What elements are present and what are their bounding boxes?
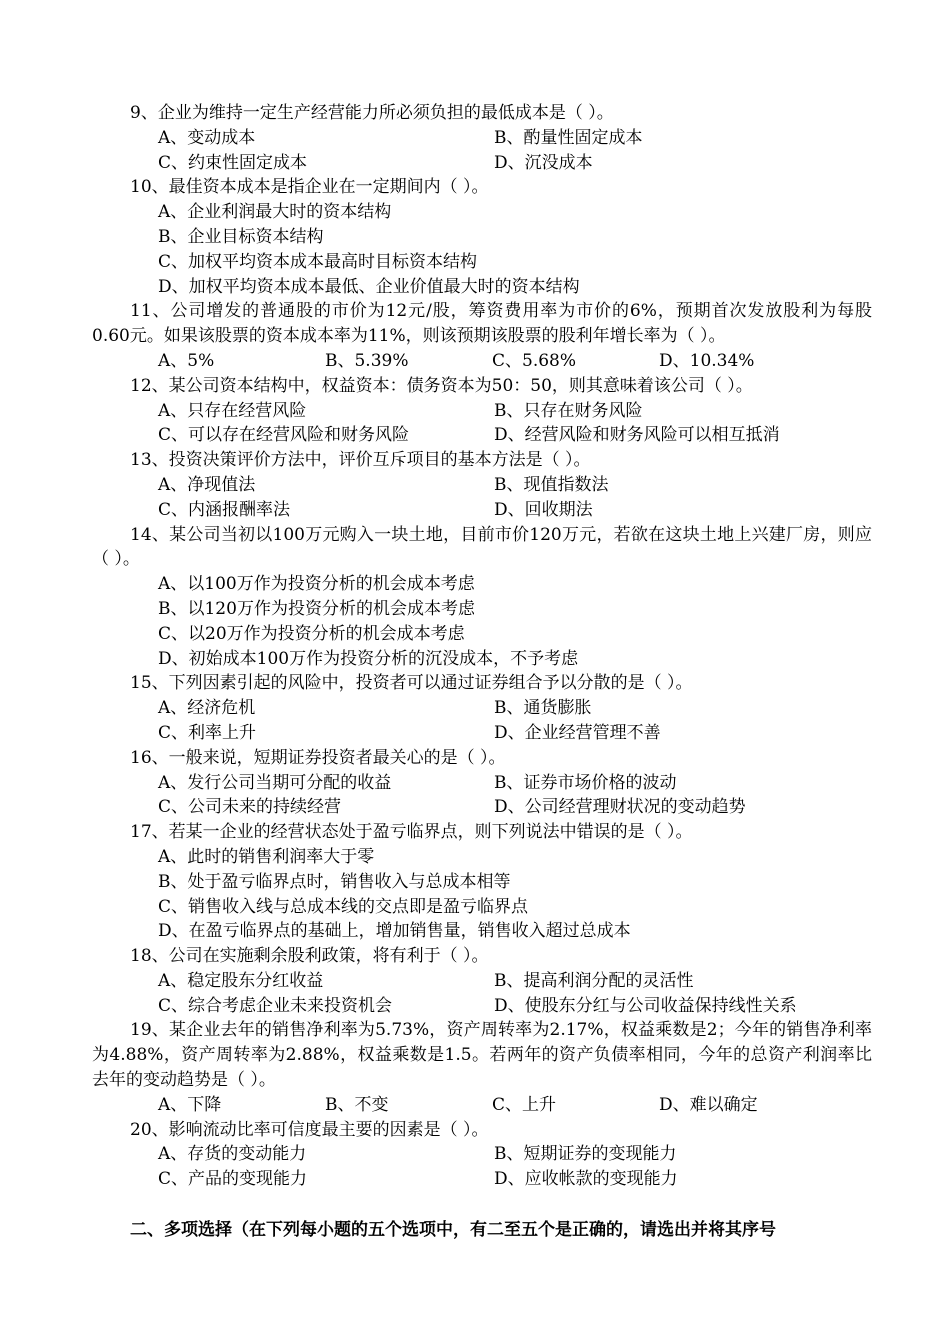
option: C、以20万作为投资分析的机会成本考虑 xyxy=(158,623,465,644)
option: D、10.34% xyxy=(659,350,755,371)
option: A、5% xyxy=(158,350,215,371)
question-block xyxy=(92,746,872,820)
option: C、公司未来的持续经营 xyxy=(158,797,342,818)
option: A、变动成本 xyxy=(158,127,256,148)
question-block xyxy=(92,299,872,373)
option: A、企业利润最大时的资本结构 xyxy=(158,202,392,223)
option: B、不变 xyxy=(325,1094,389,1115)
option: B、只存在财务风险 xyxy=(494,400,643,421)
options xyxy=(92,1142,872,1192)
option: B、现值指数法 xyxy=(494,474,609,495)
option: A、净现值法 xyxy=(158,474,256,495)
question-block xyxy=(92,1118,872,1192)
options xyxy=(92,399,872,449)
question-stem: 9、企业为维持一定生产经营能力所必须负担的最低成本是（ ）。 xyxy=(130,103,614,123)
option: C、加权平均资本成本最高时目标资本结构 xyxy=(158,251,478,272)
options xyxy=(92,771,872,821)
question-stem: 19、某企业去年的销售净利率为5.73%，资产周转率为2.17%，权益乘数是2；今年的销售净利率为4.88%，资产周转率为2.88%，权益乘数是1.5。若两年的资产负债率相同，今年的总资产利润率比去年的变动趋势是（ ）。 xyxy=(92,1020,872,1091)
option: C、综合考虑企业未来投资机会 xyxy=(158,995,393,1016)
option: C、产品的变现能力 xyxy=(158,1169,308,1190)
question-stem: 14、某公司当初以100万元购入一块土地，目前市价120万元，若欲在这块土地上兴建厂房，则应（ ）。 xyxy=(92,524,872,570)
option: B、证券市场价格的波动 xyxy=(494,772,677,793)
section-heading: 二、多项选择（在下列每小题的五个选项中，有二至五个是正确的，请选出并将其序号 xyxy=(130,1220,776,1241)
question-stem: 18、公司在实施剩余股利政策，将有利于（ ）。 xyxy=(130,946,489,967)
question-block xyxy=(92,374,872,448)
option: A、以100万作为投资分析的机会成本考虑 xyxy=(158,574,475,595)
option: A、存货的变动能力 xyxy=(158,1144,307,1165)
question-block xyxy=(92,175,872,299)
option: D、初始成本100万作为投资分析的沉没成本，不予考虑 xyxy=(158,648,579,669)
option: A、此时的销售利润率大于零 xyxy=(158,846,375,867)
question-stem: 15、下列因素引起的风险中，投资者可以通过证券组合予以分散的是（ ）。 xyxy=(130,673,693,694)
option: C、5.68% xyxy=(492,350,577,371)
option: D、加权平均资本成本最低、企业价值最大时的资本结构 xyxy=(158,276,580,297)
question-stem: 16、一般来说，短期证券投资者最关心的是（ ）。 xyxy=(130,747,506,768)
question-stem: 11、公司增发的普通股的市价为12元/股，筹资费用率为市价的6%，预期首次发放股利为每股0.60元。如果该股票的资本成本率为11%，则该预期该股票的股利年增长率为（ ）。 xyxy=(92,301,872,347)
option: C、可以存在经营风险和财务风险 xyxy=(158,425,410,446)
option: C、内涵报酬率法 xyxy=(158,499,291,520)
option: D、应收帐款的变现能力 xyxy=(494,1169,678,1190)
question-stem: 17、若某一企业的经营状态处于盈亏临界点，则下列说法中错误的是（ ）。 xyxy=(130,822,693,843)
option: C、销售收入线与总成本线的交点即是盈亏临界点 xyxy=(158,896,529,917)
question-stem: 10、最佳资本成本是指企业在一定期间内（ ）。 xyxy=(130,177,489,198)
option: A、发行公司当期可分配的收益 xyxy=(158,772,392,793)
option: D、使股东分红与公司收益保持线性关系 xyxy=(494,995,797,1016)
question-block xyxy=(92,1018,872,1117)
question-block xyxy=(92,523,872,672)
question-stem: 13、投资决策评价方法中，评价互斥项目的基本方法是（ ）。 xyxy=(130,450,591,471)
option: D、公司经营理财状况的变动趋势 xyxy=(494,797,746,818)
options xyxy=(92,969,872,1019)
option: B、5.39% xyxy=(325,350,409,371)
question-block xyxy=(92,448,872,522)
option: B、提高利润分配的灵活性 xyxy=(494,970,694,991)
option: B、企业目标资本结构 xyxy=(158,226,324,247)
option: B、通货膨胀 xyxy=(494,698,592,719)
options xyxy=(92,572,872,671)
option: A、经济危机 xyxy=(158,698,256,719)
option: B、短期证券的变现能力 xyxy=(494,1144,677,1165)
option: A、只存在经营风险 xyxy=(158,400,307,421)
question-block xyxy=(92,944,872,1018)
options xyxy=(92,473,872,523)
option: C、上升 xyxy=(492,1094,557,1115)
option: C、利率上升 xyxy=(158,722,257,743)
options xyxy=(92,126,872,176)
question-stem: 12、某公司资本结构中，权益资本：债务资本为50：50，则其意味着该公司（ ）。 xyxy=(130,375,753,396)
option: A、稳定股东分红收益 xyxy=(158,970,324,991)
option: B、酌量性固定成本 xyxy=(494,127,643,148)
options xyxy=(92,349,872,374)
options xyxy=(92,696,872,746)
option: B、处于盈亏临界点时，销售收入与总成本相等 xyxy=(158,871,511,892)
question-block xyxy=(92,820,872,944)
option: D、企业经营管理不善 xyxy=(494,722,661,743)
option: B、以120万作为投资分析的机会成本考虑 xyxy=(158,598,475,619)
question-block xyxy=(92,101,872,175)
question-stem: 20、影响流动比率可信度最主要的因素是（ ）。 xyxy=(130,1119,489,1140)
option: A、下降 xyxy=(158,1094,222,1115)
option: D、难以确定 xyxy=(659,1094,758,1115)
option: D、回收期法 xyxy=(494,499,593,520)
exam-document xyxy=(92,101,872,1243)
option: C、约束性固定成本 xyxy=(158,152,308,173)
options xyxy=(92,200,872,299)
options xyxy=(92,1093,872,1118)
option: D、沉没成本 xyxy=(494,152,593,173)
options xyxy=(92,845,872,944)
question-block xyxy=(92,671,872,745)
option: D、经营风险和财务风险可以相互抵消 xyxy=(494,425,780,446)
option: D、在盈亏临界点的基础上，增加销售量，销售收入超过总成本 xyxy=(158,921,631,942)
